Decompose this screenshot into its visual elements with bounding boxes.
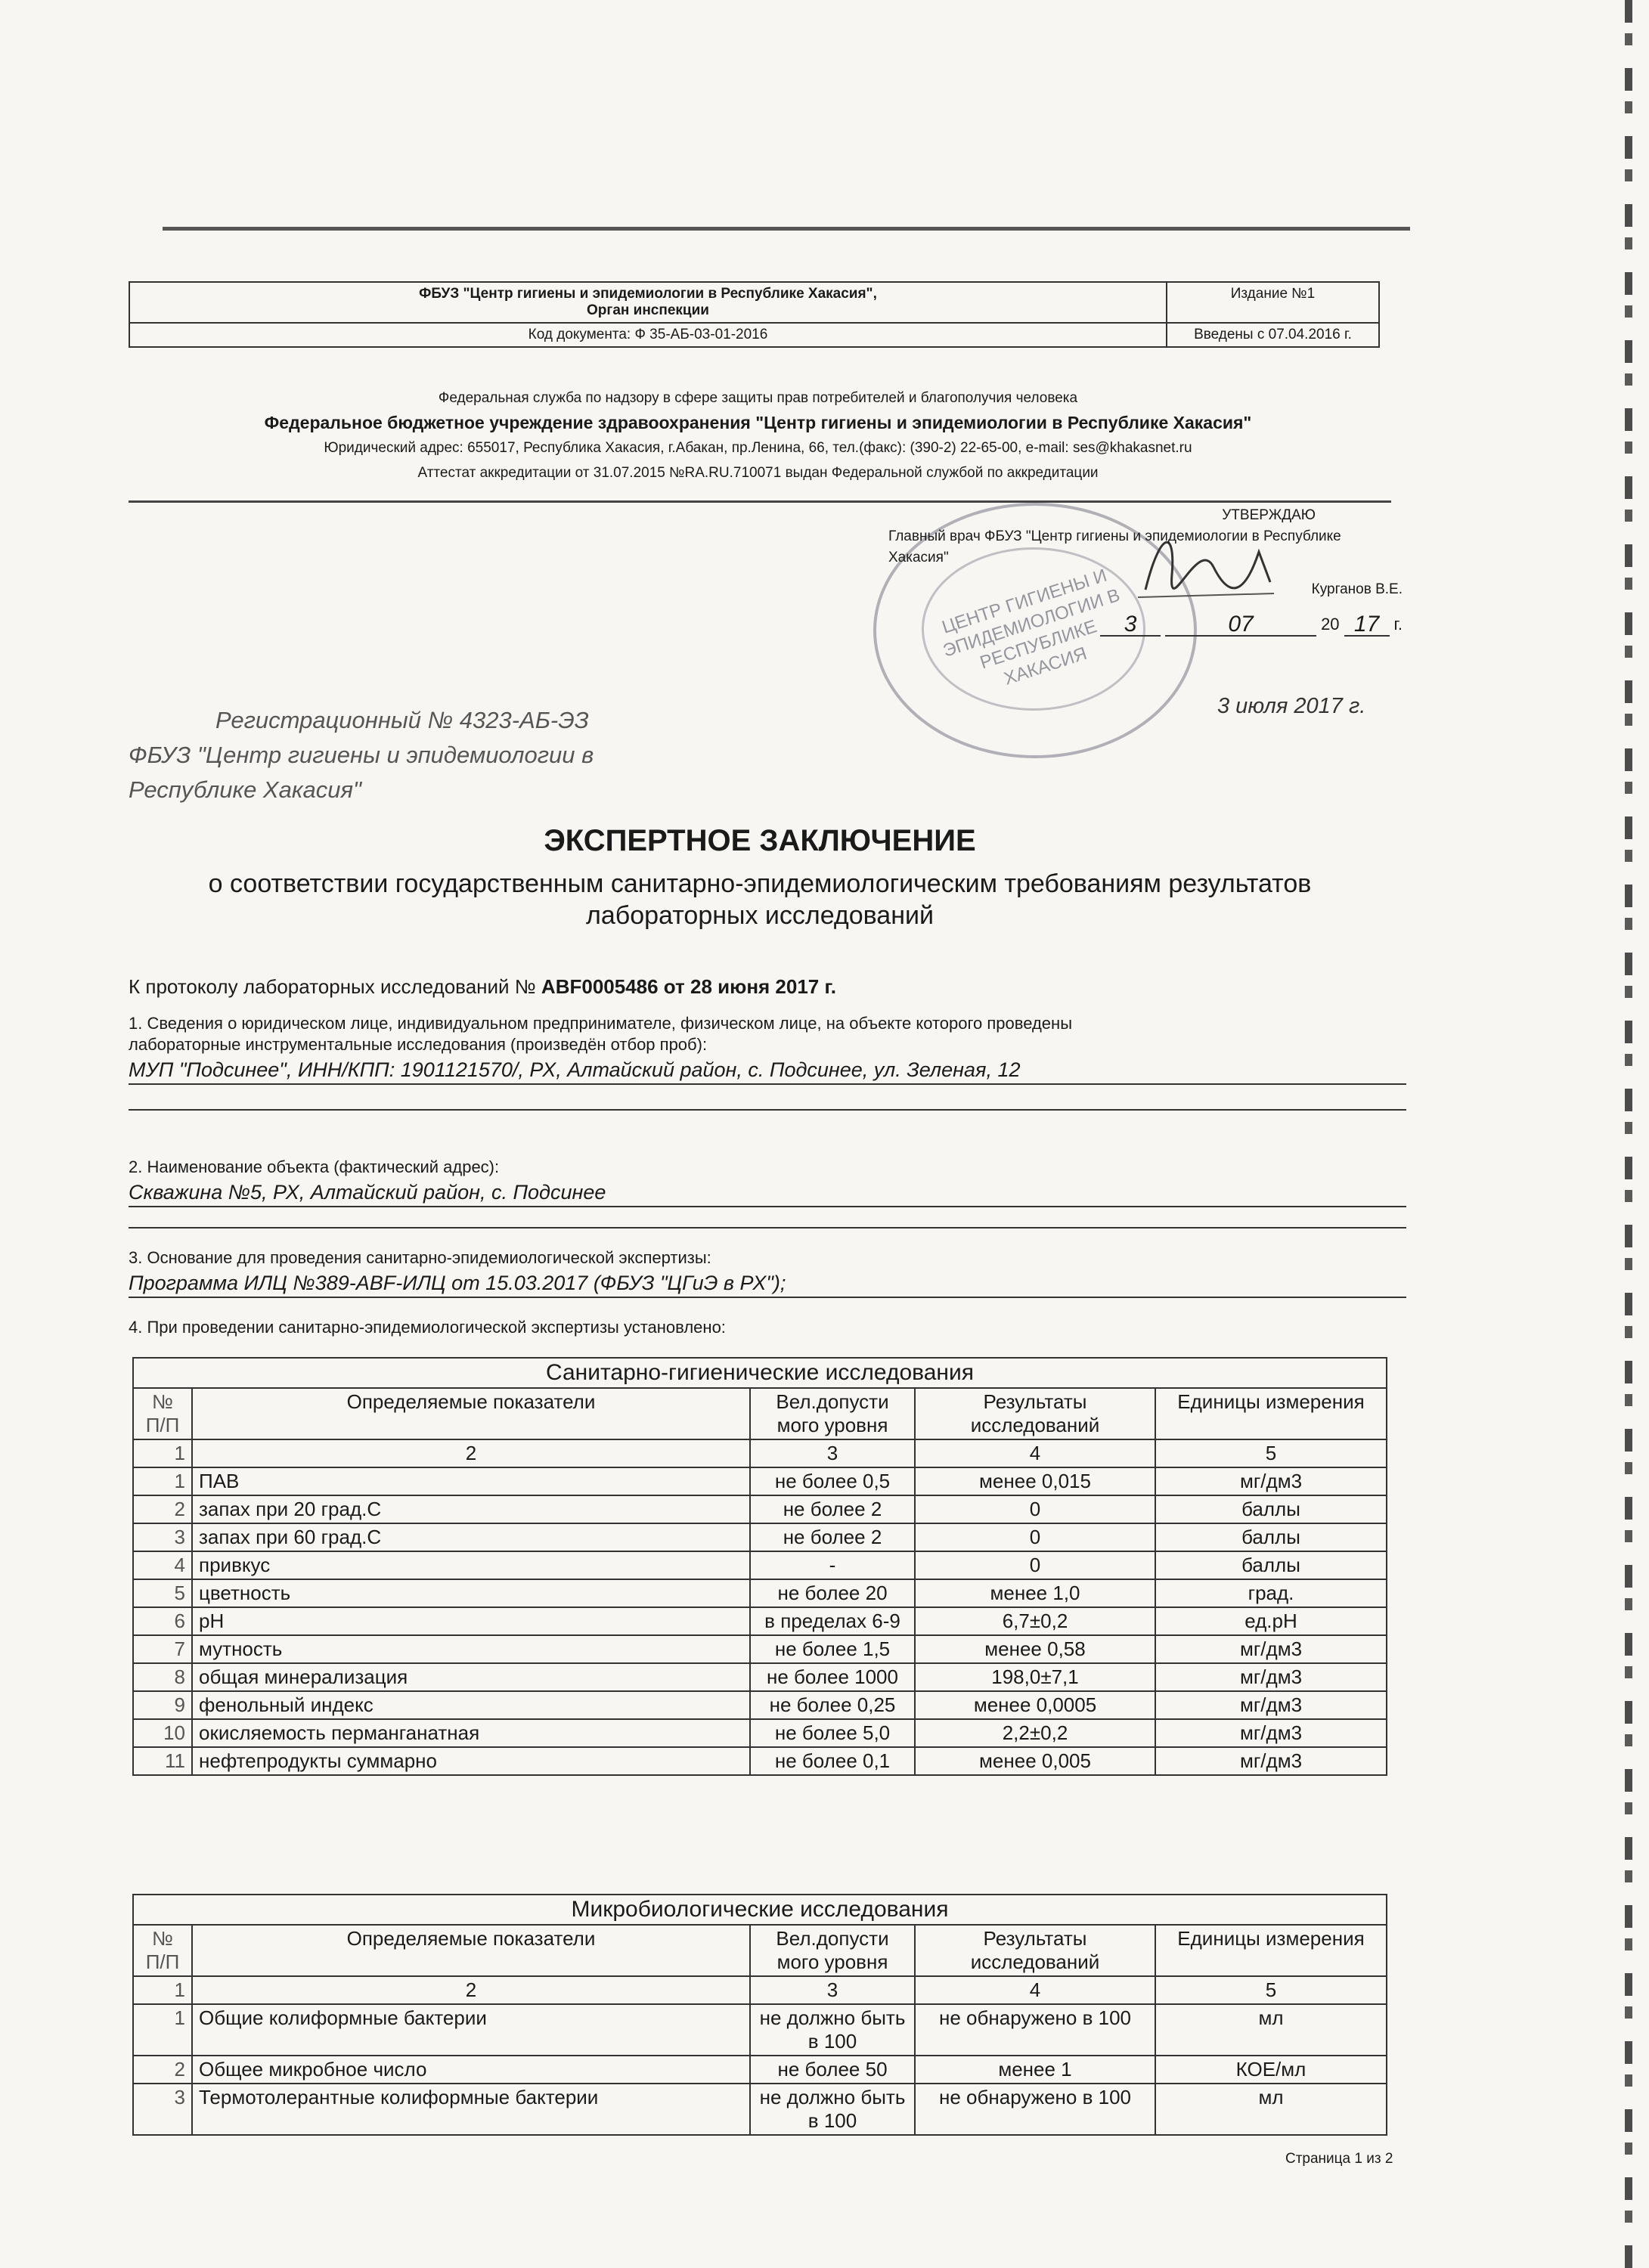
approval-title: УТВЕРЖДАЮ [1222,507,1316,523]
cell-limit: не должно быть в 100 [750,2004,915,2056]
sanitary-table: Санитарно-гигиенические исследования № П/П Определяемые показатели Вел.допусти мого уровня Результаты исследований Единицы измерения 1 2 3 4 5 1 ПАВ не более 0,5 менее 0,015 мг/дм3 2 запах при 20 град.С не более 2 0 баллы 3 запах при 60 град.С не более 2 0 баллы 4 привкус - 0 баллы 5 цветность не более 20 менее 1,0 град. 6 pH в пределах 6-9 6,7±0,2 ед.pH 7 мутность не более 1,5 менее 0,58 мг/дм3 8 общая минерализация не более 1000 198,0±7,1 мг/дм3 9 фенольный индекс не более 0,25 менее 0,0005 мг/дм3 10 окисляемость перманганатная не более 5,0 2,2±0,2 мг/дм3 11 нефтепродукты суммарно не более 0,1 менее 0,005 мг/дм3 [132,1357,1387,1776]
table-row [133,1467,1387,1495]
table-row [133,1579,1387,1607]
cell-limit: в пределах 6-9 [750,1607,915,1635]
cell-unit: град. [1155,1579,1387,1607]
table-row [133,1551,1387,1579]
document-header-table [129,281,1380,348]
micro-table: Микробиологические исследования № П/П Определяемые показатели Вел.допусти мого уровня Результаты исследований Единицы измерения 1 2 3 4 5 1 Общие колиформные бактерии не должно быть в 100 не обнаружено в 100 мл 2 Общее микробное число не более 50 менее 1 КОЕ/мл 3 Термотолерантные колиформные бактерии не должно быть в 100 не обнаружено в 100 мл [132,1894,1387,2136]
page-title: ЭКСПЕРТНОЕ ЗАКЛЮЧЕНИЕ [544,824,976,857]
cell-n: 7 [133,1635,192,1663]
cell-n: 4 [133,1551,192,1579]
cell-limit: не более 0,25 [750,1691,915,1719]
cell-name: запах при 60 град.С [192,1523,750,1551]
cell-limit: не более 50 [750,2056,915,2084]
registration-block: Регистрационный № 4323-АБ-ЭЗ ФБУЗ "Центр гигиены и эпидемиологии в Республике Хакасия" [129,703,594,807]
cell-n: 2 [133,1495,192,1523]
cell-name: мутность [192,1635,750,1663]
cell-unit: баллы [1155,1551,1387,1579]
cell-name: запах при 20 град.С [192,1495,750,1523]
cell-n: 3 [133,1523,192,1551]
section-4: 4. При проведении санитарно-эпидемиологической экспертизы установлено: [129,1318,726,1337]
table-row [133,1663,1387,1691]
cell-unit: КОЕ/мл [1155,2056,1387,2084]
cell-unit: мг/дм3 [1155,1691,1387,1719]
registration-org: ФБУЗ "Центр гигиены и эпидемиологии в [129,742,594,768]
header-org: ФБУЗ "Центр гигиены и эпидемиологии в Республике Хакасия", Орган инспекции [129,282,1167,323]
cell-name: Общее микробное число [192,2056,750,2084]
table-row [133,1607,1387,1635]
cell-result: 0 [915,1551,1155,1579]
cell-result: не обнаружено в 100 [915,2084,1155,2135]
cell-name: общая минерализация [192,1663,750,1691]
cell-result: 2,2±0,2 [915,1719,1155,1747]
section-2: 2. Наименование объекта (фактический адрес): Скважина №5, РХ, Алтайский район, с. Подсинее [129,1157,1406,1228]
cell-name: Общие колиформные бактерии [192,2004,750,2056]
cell-name: фенольный индекс [192,1691,750,1719]
cell-result: менее 0,015 [915,1467,1155,1495]
cell-name: нефтепродукты суммарно [192,1747,750,1775]
cell-limit: - [750,1551,915,1579]
page-number: Страница 1 из 2 [1285,2151,1393,2167]
table-row [133,2004,1387,2056]
cell-n: 11 [133,1747,192,1775]
cell-limit: не более 0,5 [750,1467,915,1495]
table-row [133,1747,1387,1775]
sanitary-caption: Санитарно-гигиенические исследования [133,1358,1387,1388]
cell-n: 3 [133,2084,192,2135]
cell-n: 9 [133,1691,192,1719]
cell-n: 1 [133,1467,192,1495]
cell-result: менее 0,005 [915,1747,1155,1775]
org-rule [129,500,1391,503]
cell-name: окисляемость перманганатная [192,1719,750,1747]
cell-result: менее 1 [915,2056,1155,2084]
table-row [133,1635,1387,1663]
cell-limit: не более 1,5 [750,1635,915,1663]
cell-n: 1 [133,2004,192,2056]
header-introduced: Введены с 07.04.2016 г. [1167,323,1379,347]
table-row [133,2084,1387,2135]
cell-result: менее 1,0 [915,1579,1155,1607]
header-doc-code: Код документа: Ф 35-АБ-03-01-2016 [129,323,1167,347]
cell-unit: баллы [1155,1495,1387,1523]
cell-name: pH [192,1607,750,1635]
organization-block [132,386,1384,485]
cell-result: менее 0,58 [915,1635,1155,1663]
cell-unit: мг/дм3 [1155,1663,1387,1691]
cell-n: 8 [133,1663,192,1691]
approval-block [888,505,1403,637]
cell-n: 5 [133,1579,192,1607]
cell-limit: не более 20 [750,1579,915,1607]
protocol-reference: К протоколу лабораторных исследований № ABF0005486 от 28 июня 2017 г. [129,975,836,998]
top-rule [163,227,1410,231]
cell-limit: не более 0,1 [750,1747,915,1775]
registration-date: 3 июля 2017 г. [1217,694,1366,718]
cell-name: цветность [192,1579,750,1607]
cell-limit: не должно быть в 100 [750,2084,915,2135]
table-row [133,1523,1387,1551]
header-edition: Издание №1 [1167,282,1379,323]
cell-n: 10 [133,1719,192,1747]
section-2-value: Скважина №5, РХ, Алтайский район, с. Подсинее [129,1181,1406,1207]
approval-position: Главный врач ФБУЗ "Центр гигиены и эпидемиологии в Республике Хакасия" [888,528,1341,565]
cell-n: 6 [133,1607,192,1635]
cell-result: 198,0±7,1 [915,1663,1155,1691]
cell-result: менее 0,0005 [915,1691,1155,1719]
cell-limit: не более 2 [750,1495,915,1523]
cell-name: привкус [192,1551,750,1579]
cell-n: 2 [133,2056,192,2084]
approval-date: 3 07 20 17 г. [888,614,1403,637]
cell-result: 6,7±0,2 [915,1607,1155,1635]
section-1-value: МУП "Подсинее", ИНН/КПП: 1901121570/, РХ, Алтайский район, с. Подсинее, ул. Зеленая, 12 [129,1058,1406,1085]
org-address: Юридический адрес: 655017, Республика Хакасия, г.Абакан, пр.Ленина, 66, тел.(факс): (390-2) 22-65-00, e-mail: ses@khakasnet.ru [324,440,1192,456]
cell-limit: не более 1000 [750,1663,915,1691]
registration-number: Регистрационный № 4323-АБ-ЭЗ [215,707,589,733]
cell-unit: мг/дм3 [1155,1747,1387,1775]
cell-result: не обнаружено в 100 [915,2004,1155,2056]
cell-unit: мг/дм3 [1155,1467,1387,1495]
cell-unit: мг/дм3 [1155,1719,1387,1747]
cell-unit: мл [1155,2004,1387,2056]
table-row [133,1719,1387,1747]
micro-caption: Микробиологические исследования [133,1895,1387,1925]
section-1: 1. Сведения о юридическом лице, индивидуальном предпринимателе, физическом лице, на объекте которого проведены лабораторные инструментальные исследования (произведён отбор проб): МУП "Подсинее", ИНН/КПП: 1901121570/, РХ, Алтайский район, с. Подсинее, ул. Зеленая, 12 [129,1013,1406,1111]
cell-name: Термотолерантные колиформные бактерии [192,2084,750,2135]
cell-result: 0 [915,1523,1155,1551]
cell-unit: баллы [1155,1523,1387,1551]
table-row [133,1495,1387,1523]
org-name: Федеральное бюджетное учреждение здравоохранения "Центр гигиены и эпидемиологии в Республике Хакасия" [264,413,1252,432]
cell-name: ПАВ [192,1467,750,1495]
org-accreditation: Аттестат аккредитации от 31.07.2015 №RA.RU.710071 выдан Федеральной службой по аккредитации [417,465,1099,481]
org-service: Федеральная служба по надзору в сфере защиты прав потребителей и благополучия человека [438,390,1078,406]
cell-unit: ед.pH [1155,1607,1387,1635]
cell-unit: мг/дм3 [1155,1635,1387,1663]
cell-result: 0 [915,1495,1155,1523]
cell-limit: не более 2 [750,1523,915,1551]
section-3-value: Программа ИЛЦ №389-ABF-ИЛЦ от 15.03.2017 (ФБУЗ "ЦГиЭ в РХ"); [129,1272,1406,1298]
section-3: 3. Основание для проведения санитарно-эпидемиологической экспертизы: Программа ИЛЦ №389-ABF-ИЛЦ от 15.03.2017 (ФБУЗ "ЦГиЭ в РХ"); [129,1247,1406,1298]
cell-unit: мл [1155,2084,1387,2135]
table-row [133,2056,1387,2084]
cell-limit: не более 5,0 [750,1719,915,1747]
stamp-text: ЦЕНТР ГИГИЕНЫ И ЭПИДЕМИОЛОГИИ В РЕСПУБЛИКЕ ХАКАСИЯ [939,565,1123,689]
scan-edge [1625,0,1632,2268]
table-row [133,1691,1387,1719]
approval-name: Курганов В.Е. [1311,581,1403,597]
page-subtitle: о соответствии государственным санитарно-эпидемиологическим требованиям результатов лабораторных исследований [208,869,1312,930]
